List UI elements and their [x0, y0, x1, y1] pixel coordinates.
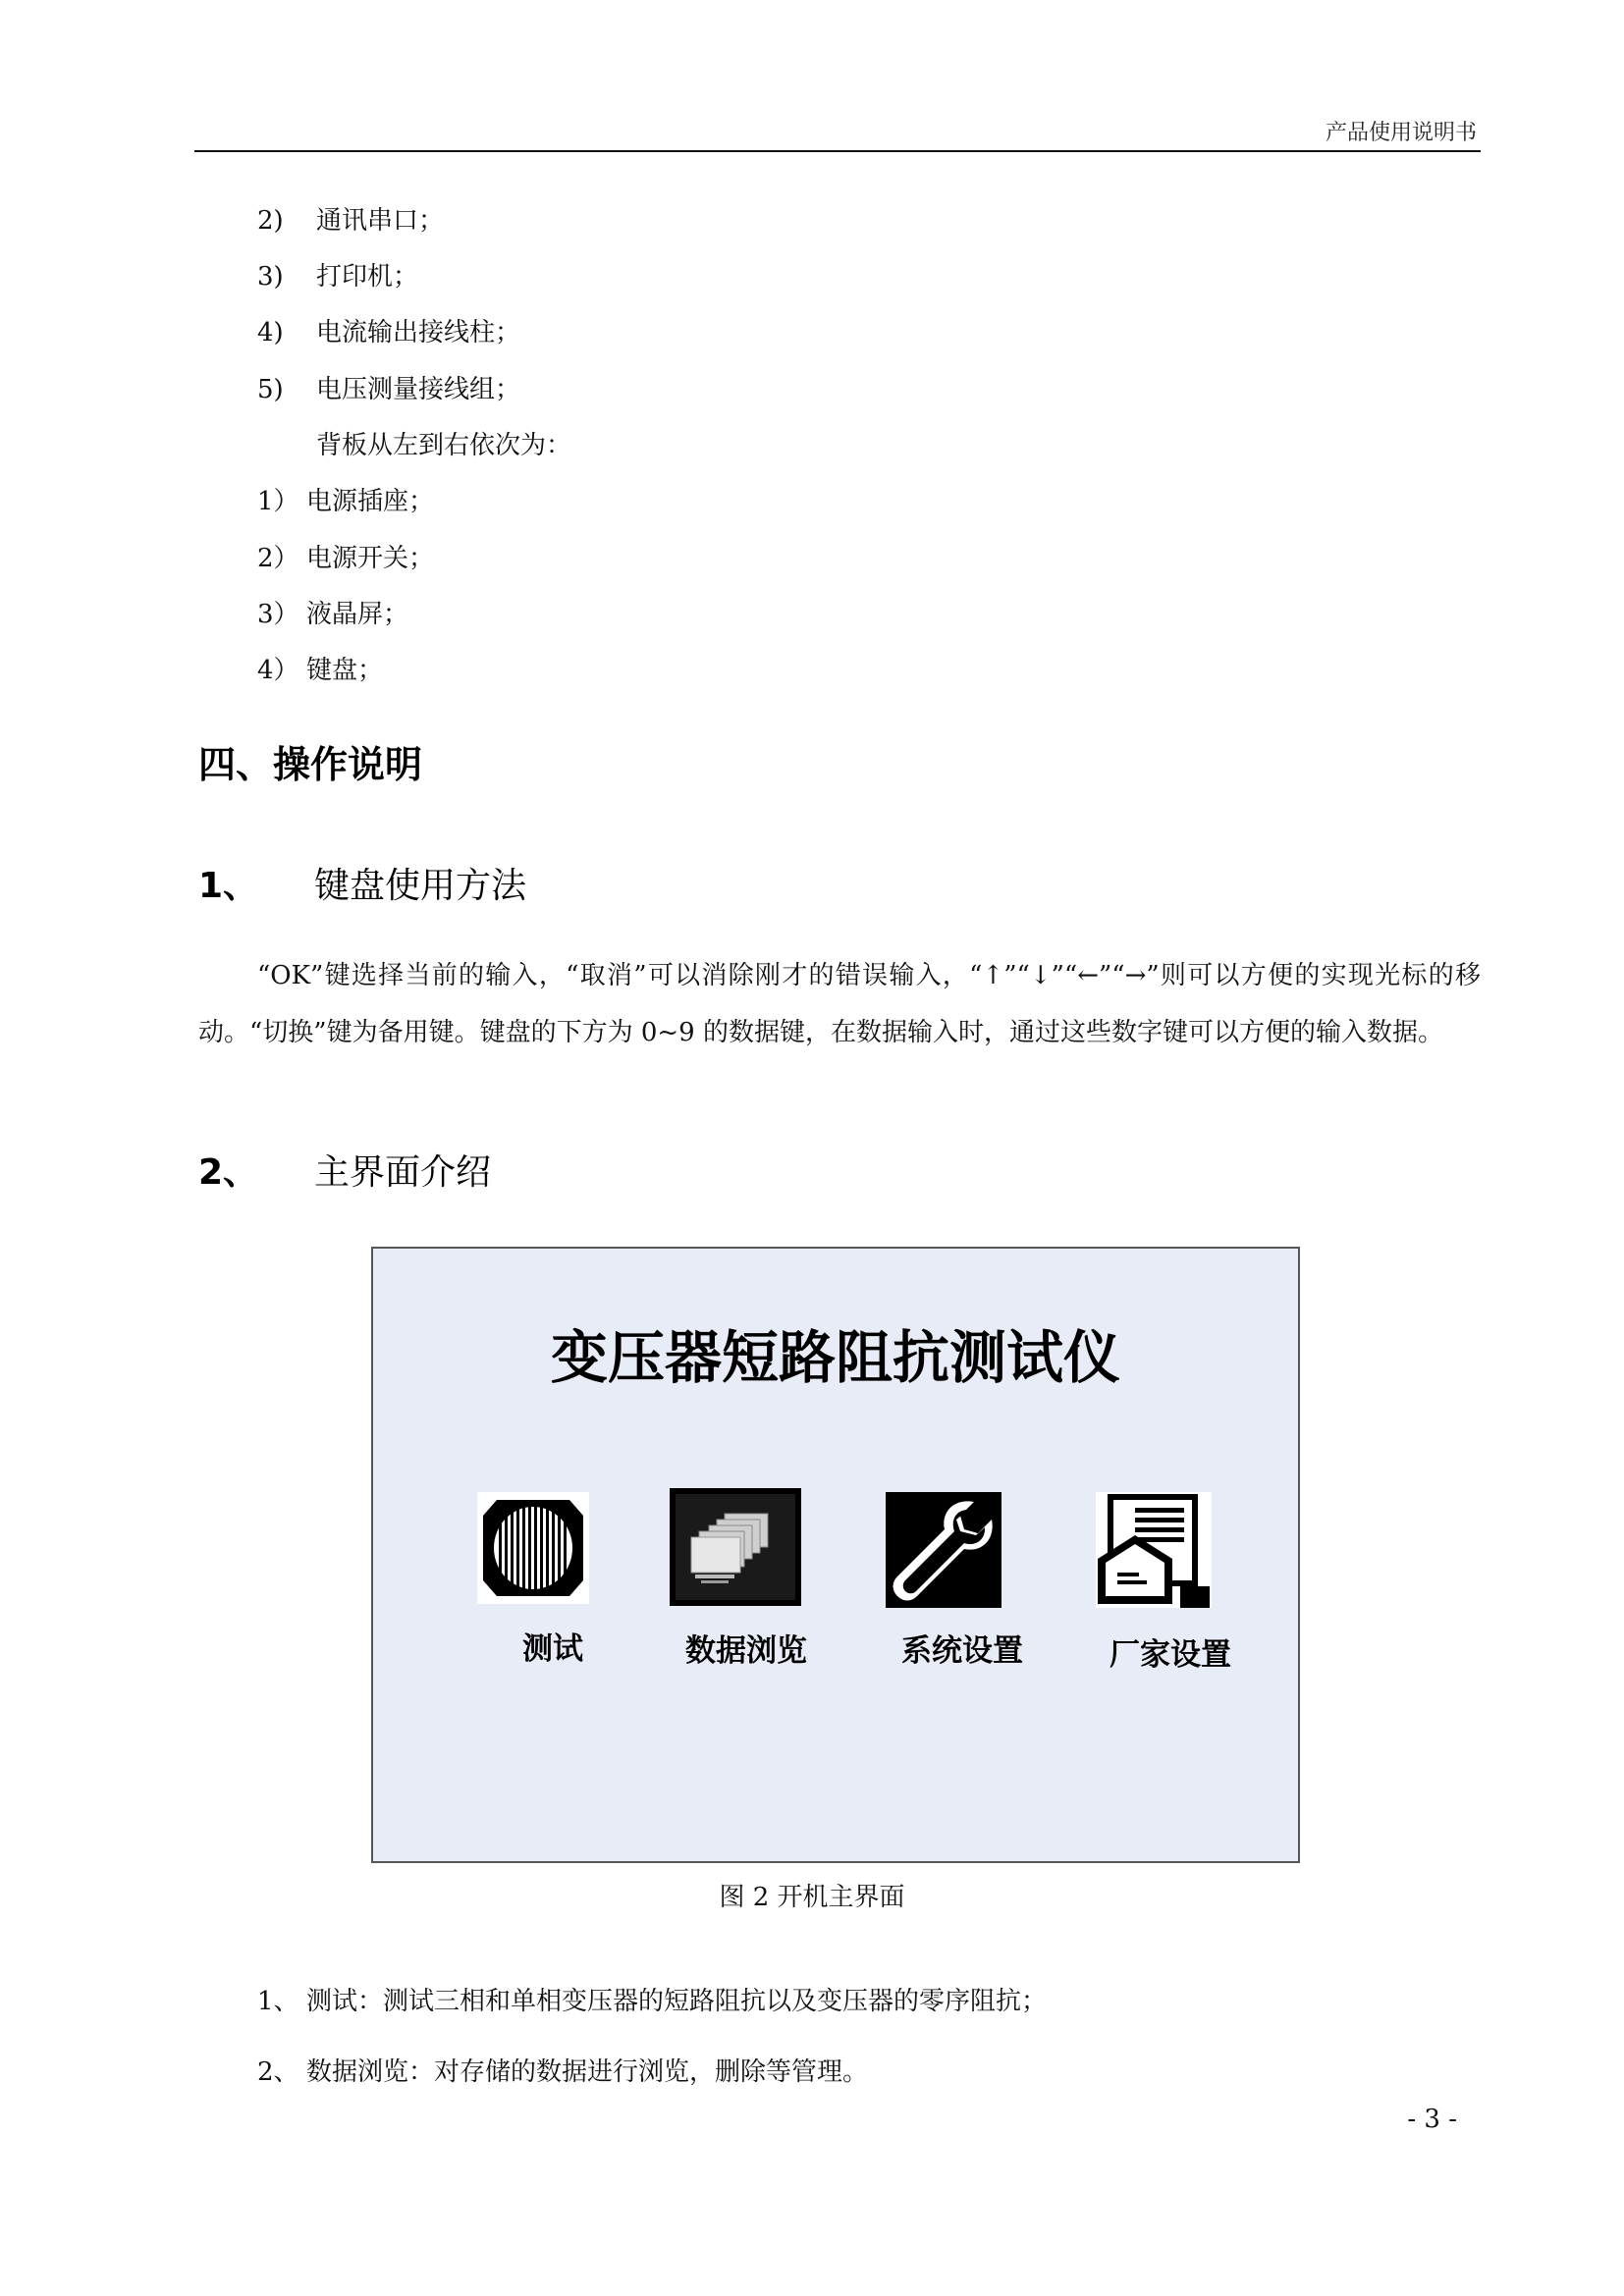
- header-rule: [194, 150, 1481, 152]
- list-item: 4) 电流输出接线柱；: [257, 318, 521, 347]
- test-icon[interactable]: [477, 1492, 589, 1608]
- screen-title: 变压器短路阻抗测试仪: [550, 1324, 1120, 1391]
- list-item: 1） 电源插座；: [257, 487, 435, 516]
- list-item: 3） 液晶屏；: [257, 600, 409, 629]
- list-item: 4） 键盘；: [257, 656, 384, 685]
- keyboard-paragraph: “OK”键选择当前的输入，“取消”可以消除刚才的错误输入，“↑”“↓”“←”“→”则可以方便的实现光标的移动。“切换”键为备用键。键盘的下方为 0~9 的数据键，在数据输入时，通过这些数字键可以方便的输入数据。: [198, 961, 1481, 1047]
- back-panel-intro: 背板从左到右依次为：: [316, 431, 572, 460]
- list-item: 3) 打印机；: [257, 262, 419, 292]
- menu-label-data-browse[interactable]: 数据浏览: [685, 1633, 807, 1669]
- section-heading: 四、操作说明: [198, 743, 423, 786]
- wrench-icon[interactable]: [886, 1492, 1001, 1612]
- header-title: 产品使用说明书: [1325, 121, 1477, 145]
- main-screen-figure: [371, 1247, 1300, 1863]
- figure-caption: 图 2 开机主界面: [719, 1883, 905, 1912]
- list-item: 2) 通讯串口；: [257, 206, 445, 236]
- page-number: - 3 -: [1407, 2105, 1457, 2134]
- list-item: 1、 测试：测试三相和单相变压器的短路阻抗以及变压器的零序阻抗；: [257, 1987, 1048, 2016]
- menu-label-test[interactable]: 测试: [522, 1631, 583, 1667]
- list-item: 5) 电压测量接线组；: [257, 375, 521, 404]
- factory-settings-icon[interactable]: [1096, 1492, 1212, 1612]
- document-page: 产品使用说明书 2) 通讯串口； 3) 打印机； 4) 电流输出接线柱； 5) 电压测量接线组； 背板从左到右依次为： 1） 电源插座； 2） 电源开关； 3） 液晶屏； 4） 键盘； 四、操作说明 1、 键盘使用方法 “OK”键选择当前的输入，“取消”可以消除刚才的错误输入，“↑”“↓”“←”“→”则可以方便的实现光标的移动。“切换”键为备用键。键盘的下方为 0~9 的数据键，在数据输入时，通过这些数字键可以方便的输入数据。 2、 主界面介绍 变压器短路阻抗测试仪 测试 数据浏览 系统设置 厂家设置 图 2 开机主界面 1、 测试：测试三相和单相变压器的短路阻抗以及变压器的零序阻抗； 2、 数据浏览：对存储的数据进行浏览，删除等管理。 - 3 -: [0, 0, 1624, 2296]
- data-browse-icon[interactable]: [670, 1488, 801, 1610]
- menu-label-factory-settings[interactable]: 厂家设置: [1110, 1637, 1231, 1673]
- list-item: 2） 电源开关；: [257, 544, 435, 573]
- list-item: 2、 数据浏览：对存储的数据进行浏览，删除等管理。: [257, 2057, 869, 2087]
- menu-label-system-settings[interactable]: 系统设置: [901, 1633, 1023, 1669]
